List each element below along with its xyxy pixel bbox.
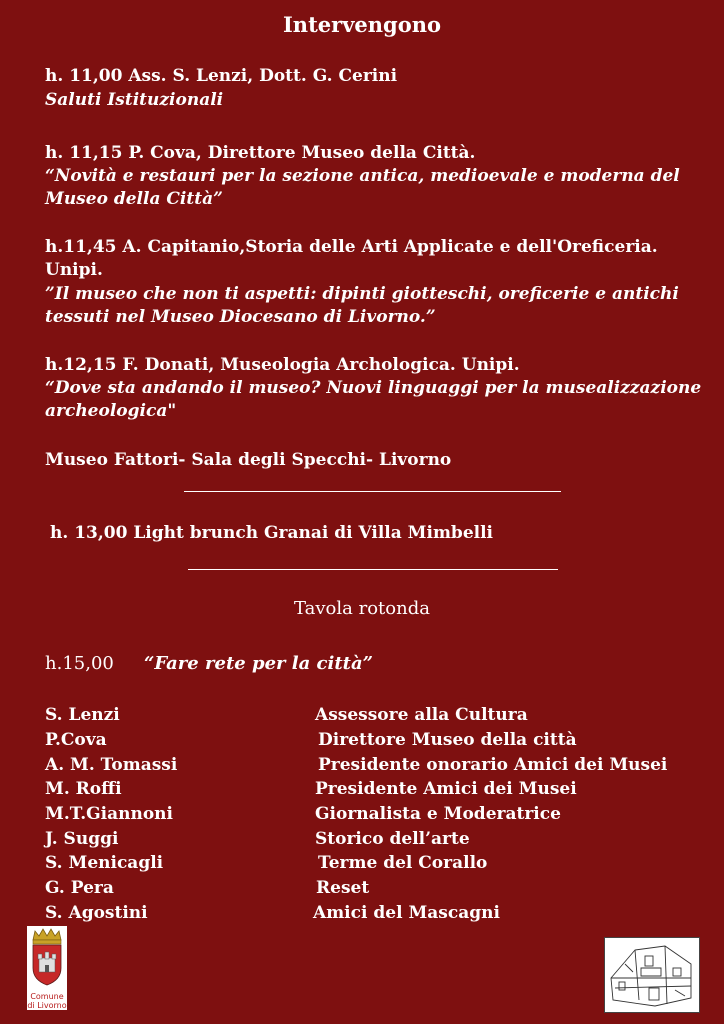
session-3-affiliation: Unipi. (45, 260, 103, 280)
session-4-header: h.12,15 F. Donati, Museologia Archologica. Unipi. (45, 355, 520, 375)
comune-livorno-logo (27, 926, 67, 1010)
session-1-subtitle: Saluti Istituzionali (45, 90, 224, 110)
participant-name: P.Cova (45, 730, 107, 750)
participant-name: J. Suggi (45, 829, 119, 849)
round-table-title: “Fare rete per la città” (144, 653, 373, 674)
session-3-subtitle-line1: ”Il museo che non ti aspetti: dipinti giotteschi, oreficerie e antichi (45, 284, 679, 304)
round-table-time: h.15,00 (45, 653, 114, 674)
participant-role: Amici del Mascagni (313, 903, 500, 923)
comune-label: Comune di Livorno (27, 992, 67, 1010)
session-4-subtitle-line1: “Dove sta andando il museo? Nuovi linguaggi per la musealizzazione (45, 378, 702, 398)
session-4-subtitle-line2: archeologica" (45, 401, 177, 421)
participant-name: M.T.Giannoni (45, 804, 173, 824)
villa-sketch-logo (604, 937, 700, 1013)
coat-of-arms-icon (27, 926, 67, 988)
venue: Museo Fattori- Sala degli Specchi- Livorno (45, 450, 452, 470)
divider-1 (184, 491, 561, 492)
participant-role: Presidente Amici dei Musei (315, 779, 577, 799)
session-2-subtitle-line2: Museo della Città” (45, 189, 223, 209)
participant-name: A. M. Tomassi (45, 755, 178, 775)
participant-role: Storico dell’arte (315, 829, 470, 849)
session-3-header: h.11,45 A. Capitanio,Storia delle Arti Applicate e dell'Oreficeria. (45, 237, 658, 257)
page-title: Intervengono (282, 12, 441, 37)
brunch-line: h. 13,00 Light brunch Granai di Villa Mimbelli (50, 523, 494, 543)
session-3-subtitle-line2: tessuti nel Museo Diocesano di Livorno.” (45, 307, 436, 327)
session-2-subtitle-line1: “Novità e restauri per la sezione antica, medioevale e moderna del (45, 166, 680, 186)
participant-role: Giornalista e Moderatrice (315, 804, 561, 824)
session-2-header: h. 11,15 P. Cova, Direttore Museo della Città. (45, 143, 476, 163)
participant-name: S. Agostini (45, 903, 148, 923)
participant-name: S. Lenzi (45, 705, 120, 725)
participant-name: M. Roffi (45, 779, 122, 799)
participant-role: Presidente onorario Amici dei Musei (318, 755, 668, 775)
divider-2 (188, 569, 558, 570)
participant-role: Reset (316, 878, 370, 898)
round-table-heading: Tavola rotonda (294, 598, 430, 619)
participant-name: G. Pera (45, 878, 114, 898)
participant-role: Direttore Museo della città (318, 730, 577, 750)
participant-role: Assessore alla Cultura (315, 705, 528, 725)
participant-role: Terme del Corallo (318, 853, 488, 873)
participant-name: S. Menicagli (45, 853, 164, 873)
session-1-header: h. 11,00 Ass. S. Lenzi, Dott. G. Cerini (45, 66, 398, 86)
building-sketch-icon (605, 938, 699, 1012)
